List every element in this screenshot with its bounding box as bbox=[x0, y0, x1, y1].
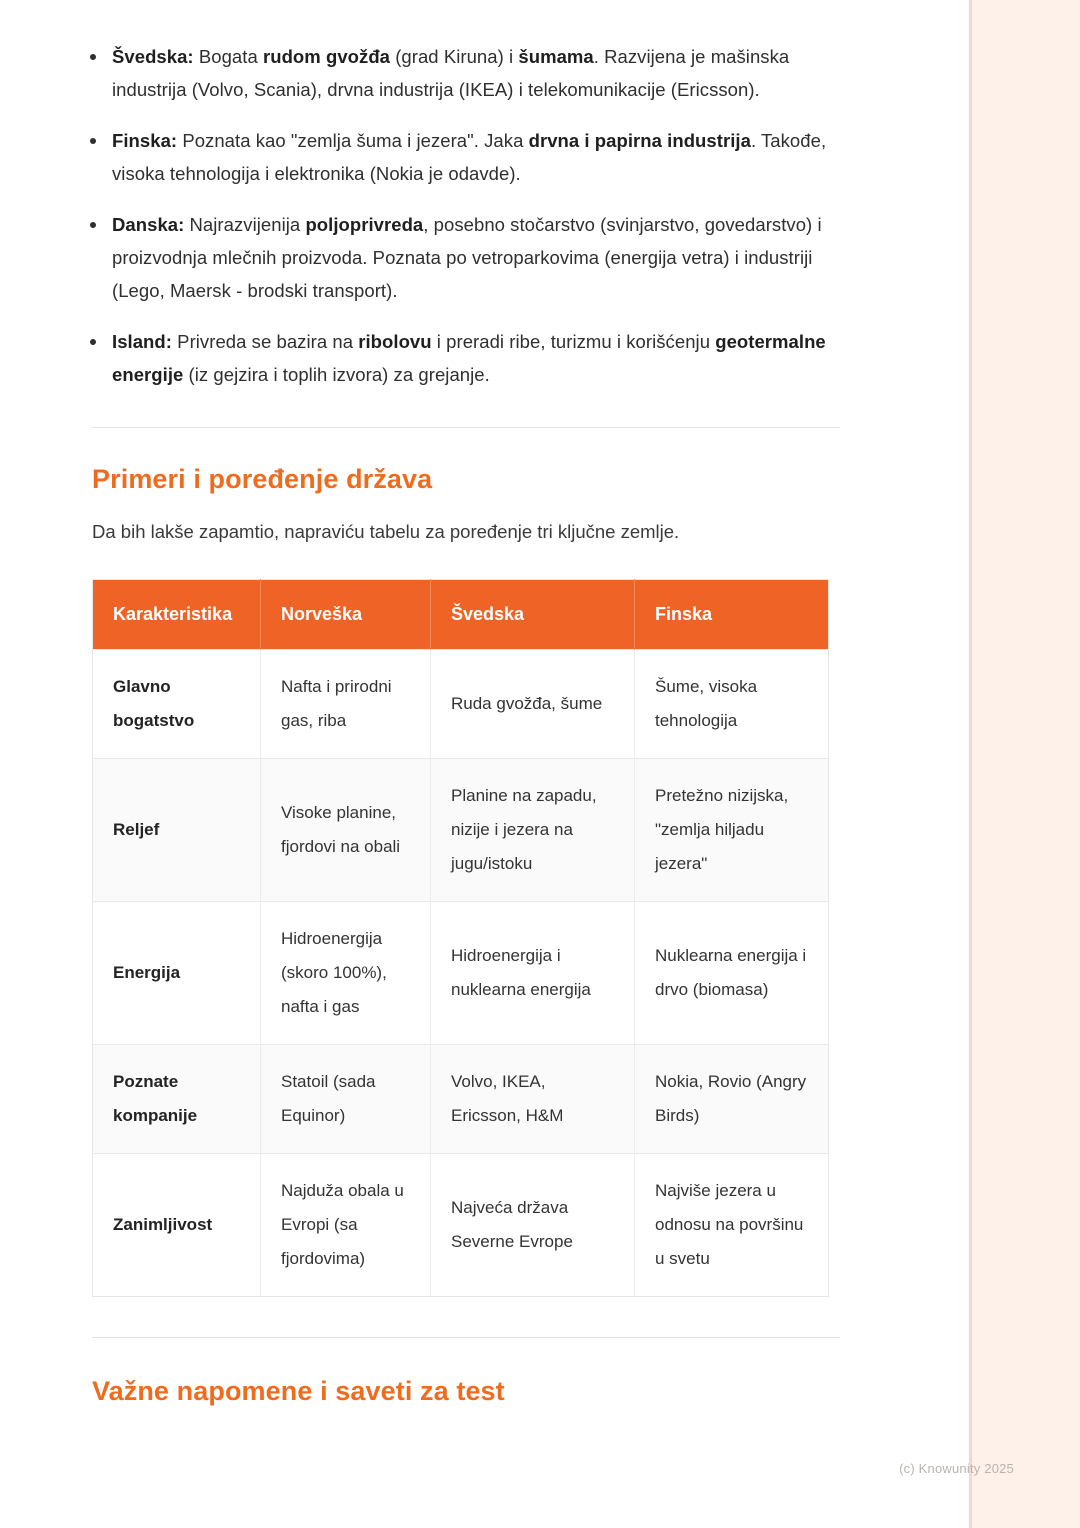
table-cell: Pretežno nizijska, "zemlja hiljadu jezera" bbox=[635, 759, 829, 902]
list-item-emphasis: geotermalne energije bbox=[112, 331, 826, 385]
table-row bbox=[93, 1154, 829, 1297]
country-facts-list bbox=[0, 40, 900, 391]
section-intro-text: Da bih lakše zapamtio, napraviću tabelu za poređenje tri ključne zemlje. bbox=[92, 521, 680, 542]
list-item-text: Privreda se bazira na bbox=[171, 331, 359, 352]
list-item-text: (grad Kiruna) i bbox=[390, 46, 519, 67]
list-item-emphasis: ribolovu bbox=[358, 331, 432, 352]
list-item bbox=[112, 208, 840, 307]
table-column-header: Finska bbox=[635, 580, 829, 650]
table-row bbox=[93, 759, 829, 902]
table-row bbox=[93, 1045, 829, 1154]
list-item-emphasis: drvna i papirna industrija bbox=[528, 130, 751, 151]
list-item bbox=[112, 124, 840, 190]
list-item-emphasis: poljoprivreda bbox=[305, 214, 424, 235]
table-row-header: Energija bbox=[93, 902, 261, 1045]
table-cell: Planine na zapadu, nizije i jezera na jugu/istoku bbox=[431, 759, 635, 902]
list-item-text: , posebno stočarstvo (svinjarstvo, govedarstvo) i proizvodnja mlečnih proizvoda. Poznata po vetroparkovima (energija vetra) i industriji (Lego, Maersk - brodski transport). bbox=[112, 214, 822, 301]
table-column-header: Švedska bbox=[431, 580, 635, 650]
table-cell: Najveća država Severne Evrope bbox=[431, 1154, 635, 1297]
list-item-text: Bogata bbox=[193, 46, 263, 67]
table-cell: Hidroenergija (skoro 100%), nafta i gas bbox=[261, 902, 431, 1045]
table-cell: Statoil (sada Equinor) bbox=[261, 1045, 431, 1154]
table-row-header: Reljef bbox=[93, 759, 261, 902]
table-cell: Ruda gvožđa, šume bbox=[431, 650, 635, 759]
table-cell: Hidroenergija i nuklearna energija bbox=[431, 902, 635, 1045]
list-item-text: . Razvijena je mašinska industrija (Volvo, Scania), drvna industrija (IKEA) i telekomunikacije (Ericsson). bbox=[112, 46, 790, 100]
list-item-text: (iz gejzira i toplih izvora) za grejanje. bbox=[183, 364, 490, 385]
section-divider-top bbox=[92, 427, 840, 428]
table-header-row bbox=[93, 580, 829, 650]
list-item-emphasis: rudom gvožđa bbox=[262, 46, 391, 67]
table-column-header: Norveška bbox=[261, 580, 431, 650]
right-margin-divider bbox=[969, 0, 972, 1528]
table-row-header: Glavno bogatstvo bbox=[93, 650, 261, 759]
table-row-header: Zanimljivost bbox=[93, 1154, 261, 1297]
table-header bbox=[93, 580, 829, 650]
list-item-text: Poznata kao "zemlja šuma i jezera". Jaka bbox=[177, 130, 529, 151]
list-item-emphasis: Švedska: bbox=[112, 46, 194, 67]
copyright-label: (c) Knowunity 2025 bbox=[899, 1461, 1014, 1476]
right-margin-strip bbox=[972, 0, 1080, 1528]
list-item-emphasis: Finska: bbox=[112, 130, 178, 151]
table-cell: Nafta i prirodni gas, riba bbox=[261, 650, 431, 759]
list-item-text: . Takođe, visoka tehnologija i elektronika (Nokia je odavde). bbox=[112, 130, 827, 184]
list-item-emphasis: šumama bbox=[518, 46, 594, 67]
list-item-text: i preradi ribe, turizmu i korišćenju bbox=[431, 331, 716, 352]
table-cell: Najduža obala u Evropi (sa fjordovima) bbox=[261, 1154, 431, 1297]
next-section-title: Važne napomene i saveti za test bbox=[92, 1376, 505, 1406]
list-item bbox=[112, 40, 840, 106]
list-item-emphasis: Island: bbox=[112, 331, 172, 352]
table-row bbox=[93, 902, 829, 1045]
table-row bbox=[93, 650, 829, 759]
comparison-table bbox=[92, 579, 829, 1297]
table-row-header: Poznate kompanije bbox=[93, 1045, 261, 1154]
list-item-text: Najrazvijenija bbox=[184, 214, 306, 235]
table-cell: Visoke planine, fjordovi na obali bbox=[261, 759, 431, 902]
table-cell: Šume, visoka tehnologija bbox=[635, 650, 829, 759]
table-cell: Najviše jezera u odnosu na površinu u svetu bbox=[635, 1154, 829, 1297]
section-divider-bottom bbox=[92, 1337, 840, 1338]
table-cell: Nuklearna energija i drvo (biomasa) bbox=[635, 902, 829, 1045]
list-item bbox=[112, 325, 840, 391]
table-body bbox=[93, 650, 829, 1297]
page-title: Primeri i poređenje država bbox=[92, 464, 433, 494]
list-item-emphasis: Danska: bbox=[112, 214, 185, 235]
table-column-header: Karakteristika bbox=[93, 580, 261, 650]
table-cell: Nokia, Rovio (Angry Birds) bbox=[635, 1045, 829, 1154]
table-cell: Volvo, IKEA, Ericsson, H&M bbox=[431, 1045, 635, 1154]
